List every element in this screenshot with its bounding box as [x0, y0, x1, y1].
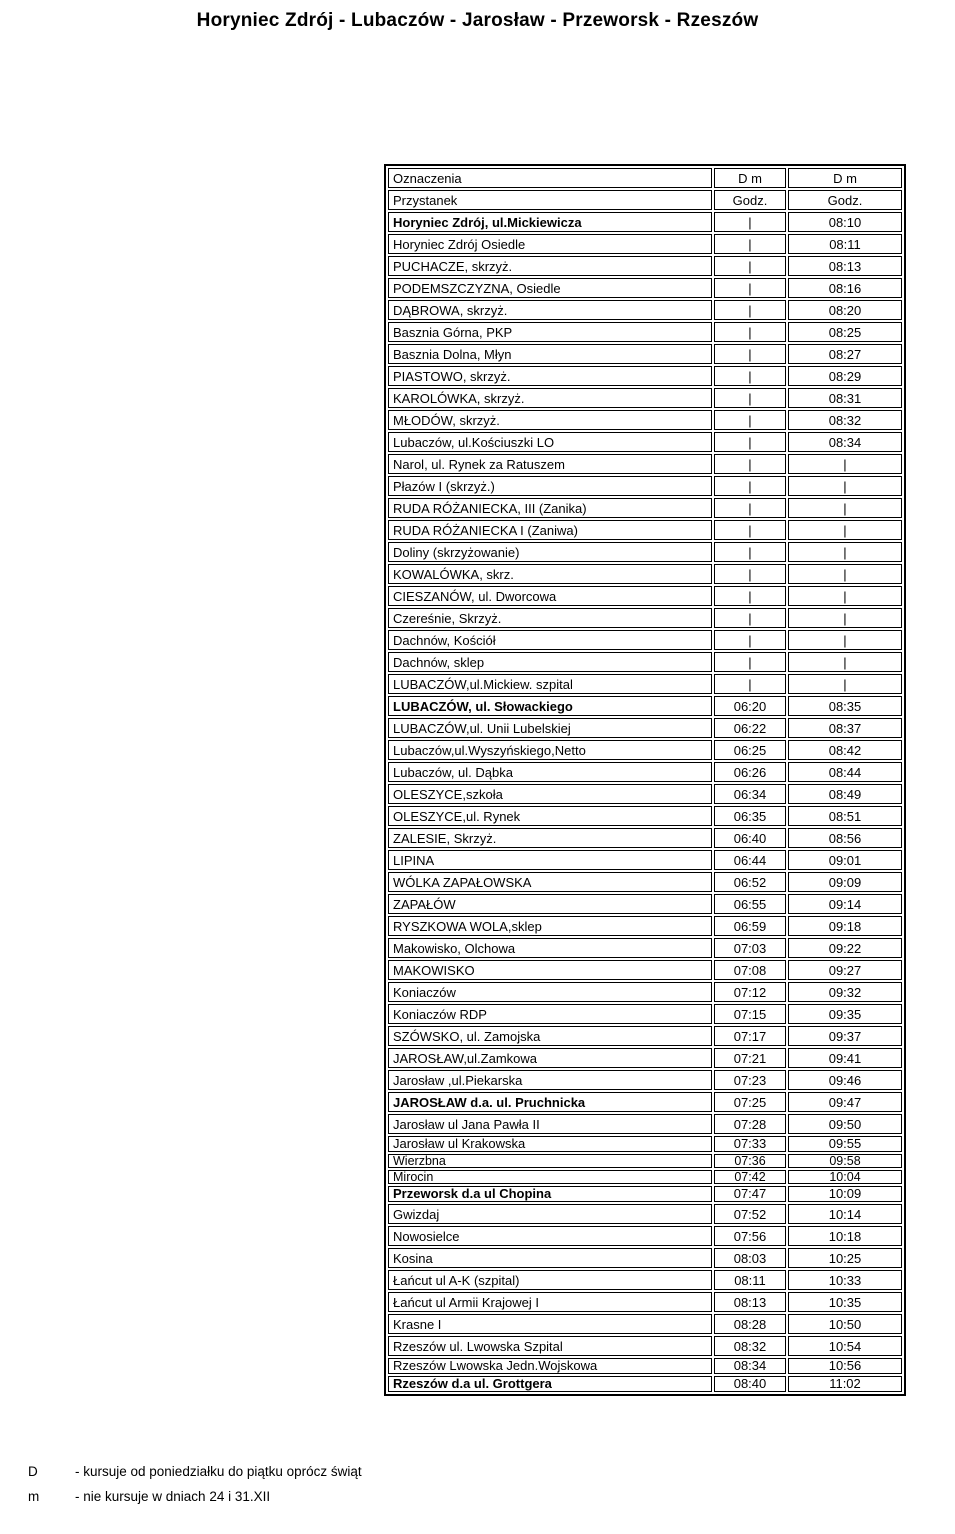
stop-name-cell: Płazów I (skrzyż.) [388, 476, 712, 496]
time-cell-service-1: 07:03 [714, 938, 786, 958]
time-cell-service-1: 06:26 [714, 762, 786, 782]
table-row [388, 1026, 902, 1046]
time-cell-service-1: 08:32 [714, 1336, 786, 1356]
time-cell-service-1: | [714, 542, 786, 562]
table-row [388, 278, 902, 298]
timetable-body [388, 212, 902, 1392]
time-cell-service-2: 08:35 [788, 696, 902, 716]
stop-name-cell: Łańcut ul A-K (szpital) [388, 1270, 712, 1290]
stop-name-cell: KOWALÓWKA, skrz. [388, 564, 712, 584]
time-cell-service-2: 10:18 [788, 1226, 902, 1246]
time-cell-service-2: 09:41 [788, 1048, 902, 1068]
table-row [388, 476, 902, 496]
stop-name-cell: ZALESIE, Skrzyż. [388, 828, 712, 848]
time-cell-service-2: 08:27 [788, 344, 902, 364]
time-cell-service-1: 06:25 [714, 740, 786, 760]
time-cell-service-1: | [714, 344, 786, 364]
stop-name-cell: RUDA RÓŻANIECKA I (Zaniwa) [388, 520, 712, 540]
legend-symbol-d: D [28, 1464, 38, 1479]
time-cell-service-2: | [788, 498, 902, 518]
time-cell-service-2: 08:10 [788, 212, 902, 232]
table-row [388, 696, 902, 716]
table-row [388, 410, 902, 430]
time-cell-service-1: 08:34 [714, 1358, 786, 1374]
stop-name-cell: Narol, ul. Rynek za Ratuszem [388, 454, 712, 474]
time-cell-service-2: 10:04 [788, 1170, 902, 1184]
stop-name-cell: Wierzbna [388, 1154, 712, 1168]
time-cell-service-2: 10:14 [788, 1204, 902, 1224]
stop-name-cell: Dachnów, Kościół [388, 630, 712, 650]
table-row [388, 1292, 902, 1312]
table-row [388, 322, 902, 342]
time-cell-service-1: | [714, 410, 786, 430]
table-row [388, 388, 902, 408]
time-cell-service-2: 09:14 [788, 894, 902, 914]
stop-name-cell: Basznia Górna, PKP [388, 322, 712, 342]
table-row [388, 1336, 902, 1356]
table-row [388, 542, 902, 562]
time-cell-service-1: 07:56 [714, 1226, 786, 1246]
time-cell-service-2: 09:01 [788, 850, 902, 870]
stop-name-cell: Lubaczów,ul.Wyszyńskiego,Netto [388, 740, 712, 760]
time-cell-service-1: | [714, 366, 786, 386]
stop-name-cell: ZAPAŁÓW [388, 894, 712, 914]
time-cell-service-1: | [714, 234, 786, 254]
stop-name-cell: Rzeszów ul. Lwowska Szpital [388, 1336, 712, 1356]
stop-name-cell: MŁODÓW, skrzyż. [388, 410, 712, 430]
stop-name-cell: CIESZANÓW, ul. Dworcowa [388, 586, 712, 606]
table-row [388, 1136, 902, 1152]
time-cell-service-1: | [714, 300, 786, 320]
time-cell-service-2: | [788, 520, 902, 540]
header-row-oznaczenia [388, 168, 902, 188]
time-cell-service-1: | [714, 564, 786, 584]
table-row [388, 344, 902, 364]
stop-name-cell: LUBACZÓW, ul. Słowackiego [388, 696, 712, 716]
time-cell-service-1: 07:47 [714, 1186, 786, 1202]
table-row [388, 1226, 902, 1246]
time-cell-service-2: 09:32 [788, 982, 902, 1002]
stop-name-cell: OLESZYCE,ul. Rynek [388, 806, 712, 826]
time-cell-service-1: 06:52 [714, 872, 786, 892]
time-cell-service-2: 10:25 [788, 1248, 902, 1268]
time-cell-service-1: 07:21 [714, 1048, 786, 1068]
stop-name-cell: Jarosław ,ul.Piekarska [388, 1070, 712, 1090]
time-cell-service-1: | [714, 608, 786, 628]
time-cell-service-1: | [714, 388, 786, 408]
time-cell-service-2: 08:16 [788, 278, 902, 298]
table-row [388, 1114, 902, 1134]
time-cell-service-1: 08:11 [714, 1270, 786, 1290]
time-cell-service-1: 07:12 [714, 982, 786, 1002]
table-row [388, 1376, 902, 1392]
table-row [388, 784, 902, 804]
stop-name-cell: Gwizdaj [388, 1204, 712, 1224]
stop-name-cell: Basznia Dolna, Młyn [388, 344, 712, 364]
time-cell-service-1: | [714, 586, 786, 606]
time-cell-service-2: | [788, 476, 902, 496]
time-cell-service-2: 09:46 [788, 1070, 902, 1090]
stop-name-cell: Rzeszów Lwowska Jedn.Wojskowa [388, 1358, 712, 1374]
stop-name-cell: OLESZYCE,szkoła [388, 784, 712, 804]
time-cell-service-1: | [714, 256, 786, 276]
time-cell-service-2: 10:56 [788, 1358, 902, 1374]
time-cell-service-1: | [714, 674, 786, 694]
table-row [388, 1154, 902, 1168]
table-row [388, 1048, 902, 1068]
stop-name-cell: DĄBROWA, skrzyż. [388, 300, 712, 320]
stop-name-cell: Horyniec Zdrój, ul.Mickiewicza [388, 212, 712, 232]
stop-name-cell: KAROLÓWKA, skrzyż. [388, 388, 712, 408]
time-cell-service-1: 07:36 [714, 1154, 786, 1168]
time-cell-service-2: 08:56 [788, 828, 902, 848]
time-cell-service-1: 07:17 [714, 1026, 786, 1046]
time-cell-service-2: | [788, 652, 902, 672]
time-cell-service-2: 08:25 [788, 322, 902, 342]
header-service-1: D m [714, 168, 786, 188]
table-row [388, 916, 902, 936]
table-row [388, 366, 902, 386]
stop-name-cell: Rzeszów d.a ul. Grottgera [388, 1376, 712, 1392]
time-cell-service-1: 07:52 [714, 1204, 786, 1224]
table-row [388, 1248, 902, 1268]
header-godz-1: Godz. [714, 190, 786, 210]
time-cell-service-2: 09:58 [788, 1154, 902, 1168]
time-cell-service-2: 10:09 [788, 1186, 902, 1202]
stop-name-cell: Lubaczów, ul.Kościuszki LO [388, 432, 712, 452]
time-cell-service-1: | [714, 432, 786, 452]
time-cell-service-2: 08:37 [788, 718, 902, 738]
time-cell-service-2: 10:35 [788, 1292, 902, 1312]
table-row [388, 762, 902, 782]
time-cell-service-1: | [714, 652, 786, 672]
stop-name-cell: Łańcut ul Armii Krajowej I [388, 1292, 712, 1312]
time-cell-service-2: 09:47 [788, 1092, 902, 1112]
table-row [388, 1186, 902, 1202]
time-cell-service-2: 08:49 [788, 784, 902, 804]
table-row [388, 938, 902, 958]
table-row [388, 1270, 902, 1290]
time-cell-service-2: 09:55 [788, 1136, 902, 1152]
time-cell-service-1: | [714, 278, 786, 298]
table-row [388, 674, 902, 694]
time-cell-service-2: | [788, 674, 902, 694]
time-cell-service-2: | [788, 608, 902, 628]
time-cell-service-2: 08:11 [788, 234, 902, 254]
time-cell-service-2: 11:02 [788, 1376, 902, 1392]
legend [28, 1464, 362, 1514]
time-cell-service-2: 08:31 [788, 388, 902, 408]
time-cell-service-1: 06:35 [714, 806, 786, 826]
time-cell-service-2: 09:09 [788, 872, 902, 892]
legend-line-d [28, 1464, 362, 1479]
legend-line-m [28, 1489, 362, 1504]
table-row [388, 982, 902, 1002]
page-title: Horyniec Zdrój - Lubaczów - Jarosław - Przeworsk - Rzeszów [196, 10, 759, 31]
header-oznaczenia-label: Oznaczenia [388, 168, 712, 188]
stop-name-cell: Jarosław ul Krakowska [388, 1136, 712, 1152]
table-row [388, 630, 902, 650]
time-cell-service-1: 07:23 [714, 1070, 786, 1090]
table-row [388, 586, 902, 606]
time-cell-service-1: | [714, 476, 786, 496]
time-cell-service-2: 09:18 [788, 916, 902, 936]
stop-name-cell: Doliny (skrzyżowanie) [388, 542, 712, 562]
table-row [388, 498, 902, 518]
time-cell-service-2: 09:27 [788, 960, 902, 980]
time-cell-service-1: 07:33 [714, 1136, 786, 1152]
time-cell-service-1: 08:13 [714, 1292, 786, 1312]
stop-name-cell: MAKOWISKO [388, 960, 712, 980]
time-cell-service-2: 10:54 [788, 1336, 902, 1356]
time-cell-service-2: 10:50 [788, 1314, 902, 1334]
time-cell-service-2: 08:51 [788, 806, 902, 826]
stop-name-cell: SZÓWSKO, ul. Zamojska [388, 1026, 712, 1046]
table-row [388, 1070, 902, 1090]
stop-name-cell: Dachnów, sklep [388, 652, 712, 672]
time-cell-service-1: | [714, 520, 786, 540]
stop-name-cell: Kosina [388, 1248, 712, 1268]
time-cell-service-2: 09:22 [788, 938, 902, 958]
table-row [388, 652, 902, 672]
time-cell-service-2: 08:44 [788, 762, 902, 782]
time-cell-service-1: | [714, 212, 786, 232]
stop-name-cell: Jarosław ul Jana Pawła II [388, 1114, 712, 1134]
time-cell-service-2: 08:42 [788, 740, 902, 760]
time-cell-service-1: | [714, 322, 786, 342]
stop-name-cell: RYSZKOWA WOLA,sklep [388, 916, 712, 936]
stop-name-cell: Mirocin [388, 1170, 712, 1184]
table-row [388, 300, 902, 320]
stop-name-cell: JAROSŁAW,ul.Zamkowa [388, 1048, 712, 1068]
table-row [388, 256, 902, 276]
time-cell-service-1: 08:28 [714, 1314, 786, 1334]
header-przystanek-label: Przystanek [388, 190, 712, 210]
timetable-table [384, 164, 906, 1396]
legend-text-d: - kursuje od poniedziałku do piątku oprócz świąt [75, 1464, 362, 1479]
time-cell-service-2: | [788, 630, 902, 650]
table-row [388, 850, 902, 870]
time-cell-service-1: 06:34 [714, 784, 786, 804]
table-row [388, 894, 902, 914]
table-row [388, 454, 902, 474]
time-cell-service-1: 07:15 [714, 1004, 786, 1024]
table-row [388, 1170, 902, 1184]
stop-name-cell: LUBACZÓW,ul.Mickiew. szpital [388, 674, 712, 694]
time-cell-service-1: 06:20 [714, 696, 786, 716]
timetable [384, 164, 906, 1396]
table-row [388, 608, 902, 628]
stop-name-cell: Nowosielce [388, 1226, 712, 1246]
table-row [388, 828, 902, 848]
time-cell-service-1: 07:42 [714, 1170, 786, 1184]
stop-name-cell: Makowisko, Olchowa [388, 938, 712, 958]
table-row [388, 1314, 902, 1334]
time-cell-service-1: 06:59 [714, 916, 786, 936]
time-cell-service-1: 06:44 [714, 850, 786, 870]
stop-name-cell: Krasne I [388, 1314, 712, 1334]
time-cell-service-2: 08:13 [788, 256, 902, 276]
time-cell-service-2: 09:50 [788, 1114, 902, 1134]
stop-name-cell: Lubaczów, ul. Dąbka [388, 762, 712, 782]
table-row [388, 806, 902, 826]
table-row [388, 1092, 902, 1112]
time-cell-service-2: 08:34 [788, 432, 902, 452]
time-cell-service-2: | [788, 454, 902, 474]
table-row [388, 564, 902, 584]
time-cell-service-1: 07:08 [714, 960, 786, 980]
legend-text-m: - nie kursuje w dniach 24 i 31.XII [75, 1489, 271, 1504]
header-row-przystanek [388, 190, 902, 210]
table-row [388, 234, 902, 254]
legend-symbol-m: m [28, 1489, 40, 1504]
time-cell-service-1: 07:25 [714, 1092, 786, 1112]
table-row [388, 1358, 902, 1374]
stop-name-cell: PIASTOWO, skrzyż. [388, 366, 712, 386]
time-cell-service-2: 08:29 [788, 366, 902, 386]
table-row [388, 718, 902, 738]
table-row [388, 432, 902, 452]
table-row [388, 212, 902, 232]
time-cell-service-2: | [788, 564, 902, 584]
stop-name-cell: Horyniec Zdrój Osiedle [388, 234, 712, 254]
time-cell-service-2: | [788, 542, 902, 562]
time-cell-service-2: | [788, 586, 902, 606]
time-cell-service-1: 08:40 [714, 1376, 786, 1392]
time-cell-service-2: 09:37 [788, 1026, 902, 1046]
time-cell-service-1: | [714, 498, 786, 518]
stop-name-cell: RUDA RÓŻANIECKA, III (Zanika) [388, 498, 712, 518]
stop-name-cell: JAROSŁAW d.a. ul. Pruchnicka [388, 1092, 712, 1112]
stop-name-cell: Czereśnie, Skrzyż. [388, 608, 712, 628]
stop-name-cell: Przeworsk d.a ul Chopina [388, 1186, 712, 1202]
table-row [388, 960, 902, 980]
table-row [388, 872, 902, 892]
header-service-2: D m [788, 168, 902, 188]
time-cell-service-1: 06:55 [714, 894, 786, 914]
time-cell-service-2: 08:20 [788, 300, 902, 320]
time-cell-service-2: 09:35 [788, 1004, 902, 1024]
stop-name-cell: LUBACZÓW,ul. Unii Lubelskiej [388, 718, 712, 738]
table-row [388, 520, 902, 540]
time-cell-service-1: | [714, 630, 786, 650]
time-cell-service-1: 08:03 [714, 1248, 786, 1268]
table-row [388, 1204, 902, 1224]
time-cell-service-1: 06:40 [714, 828, 786, 848]
header-godz-2: Godz. [788, 190, 902, 210]
table-row [388, 740, 902, 760]
stop-name-cell: PODEMSZCZYZNA, Osiedle [388, 278, 712, 298]
stop-name-cell: LIPINA [388, 850, 712, 870]
time-cell-service-1: 07:28 [714, 1114, 786, 1134]
time-cell-service-2: 08:32 [788, 410, 902, 430]
stop-name-cell: Koniaczów RDP [388, 1004, 712, 1024]
stop-name-cell: Koniaczów [388, 982, 712, 1002]
time-cell-service-1: 06:22 [714, 718, 786, 738]
stop-name-cell: PUCHACZE, skrzyż. [388, 256, 712, 276]
timetable-header [388, 168, 902, 210]
stop-name-cell: WÓLKA ZAPAŁOWSKA [388, 872, 712, 892]
time-cell-service-2: 10:33 [788, 1270, 902, 1290]
time-cell-service-1: | [714, 454, 786, 474]
table-row [388, 1004, 902, 1024]
